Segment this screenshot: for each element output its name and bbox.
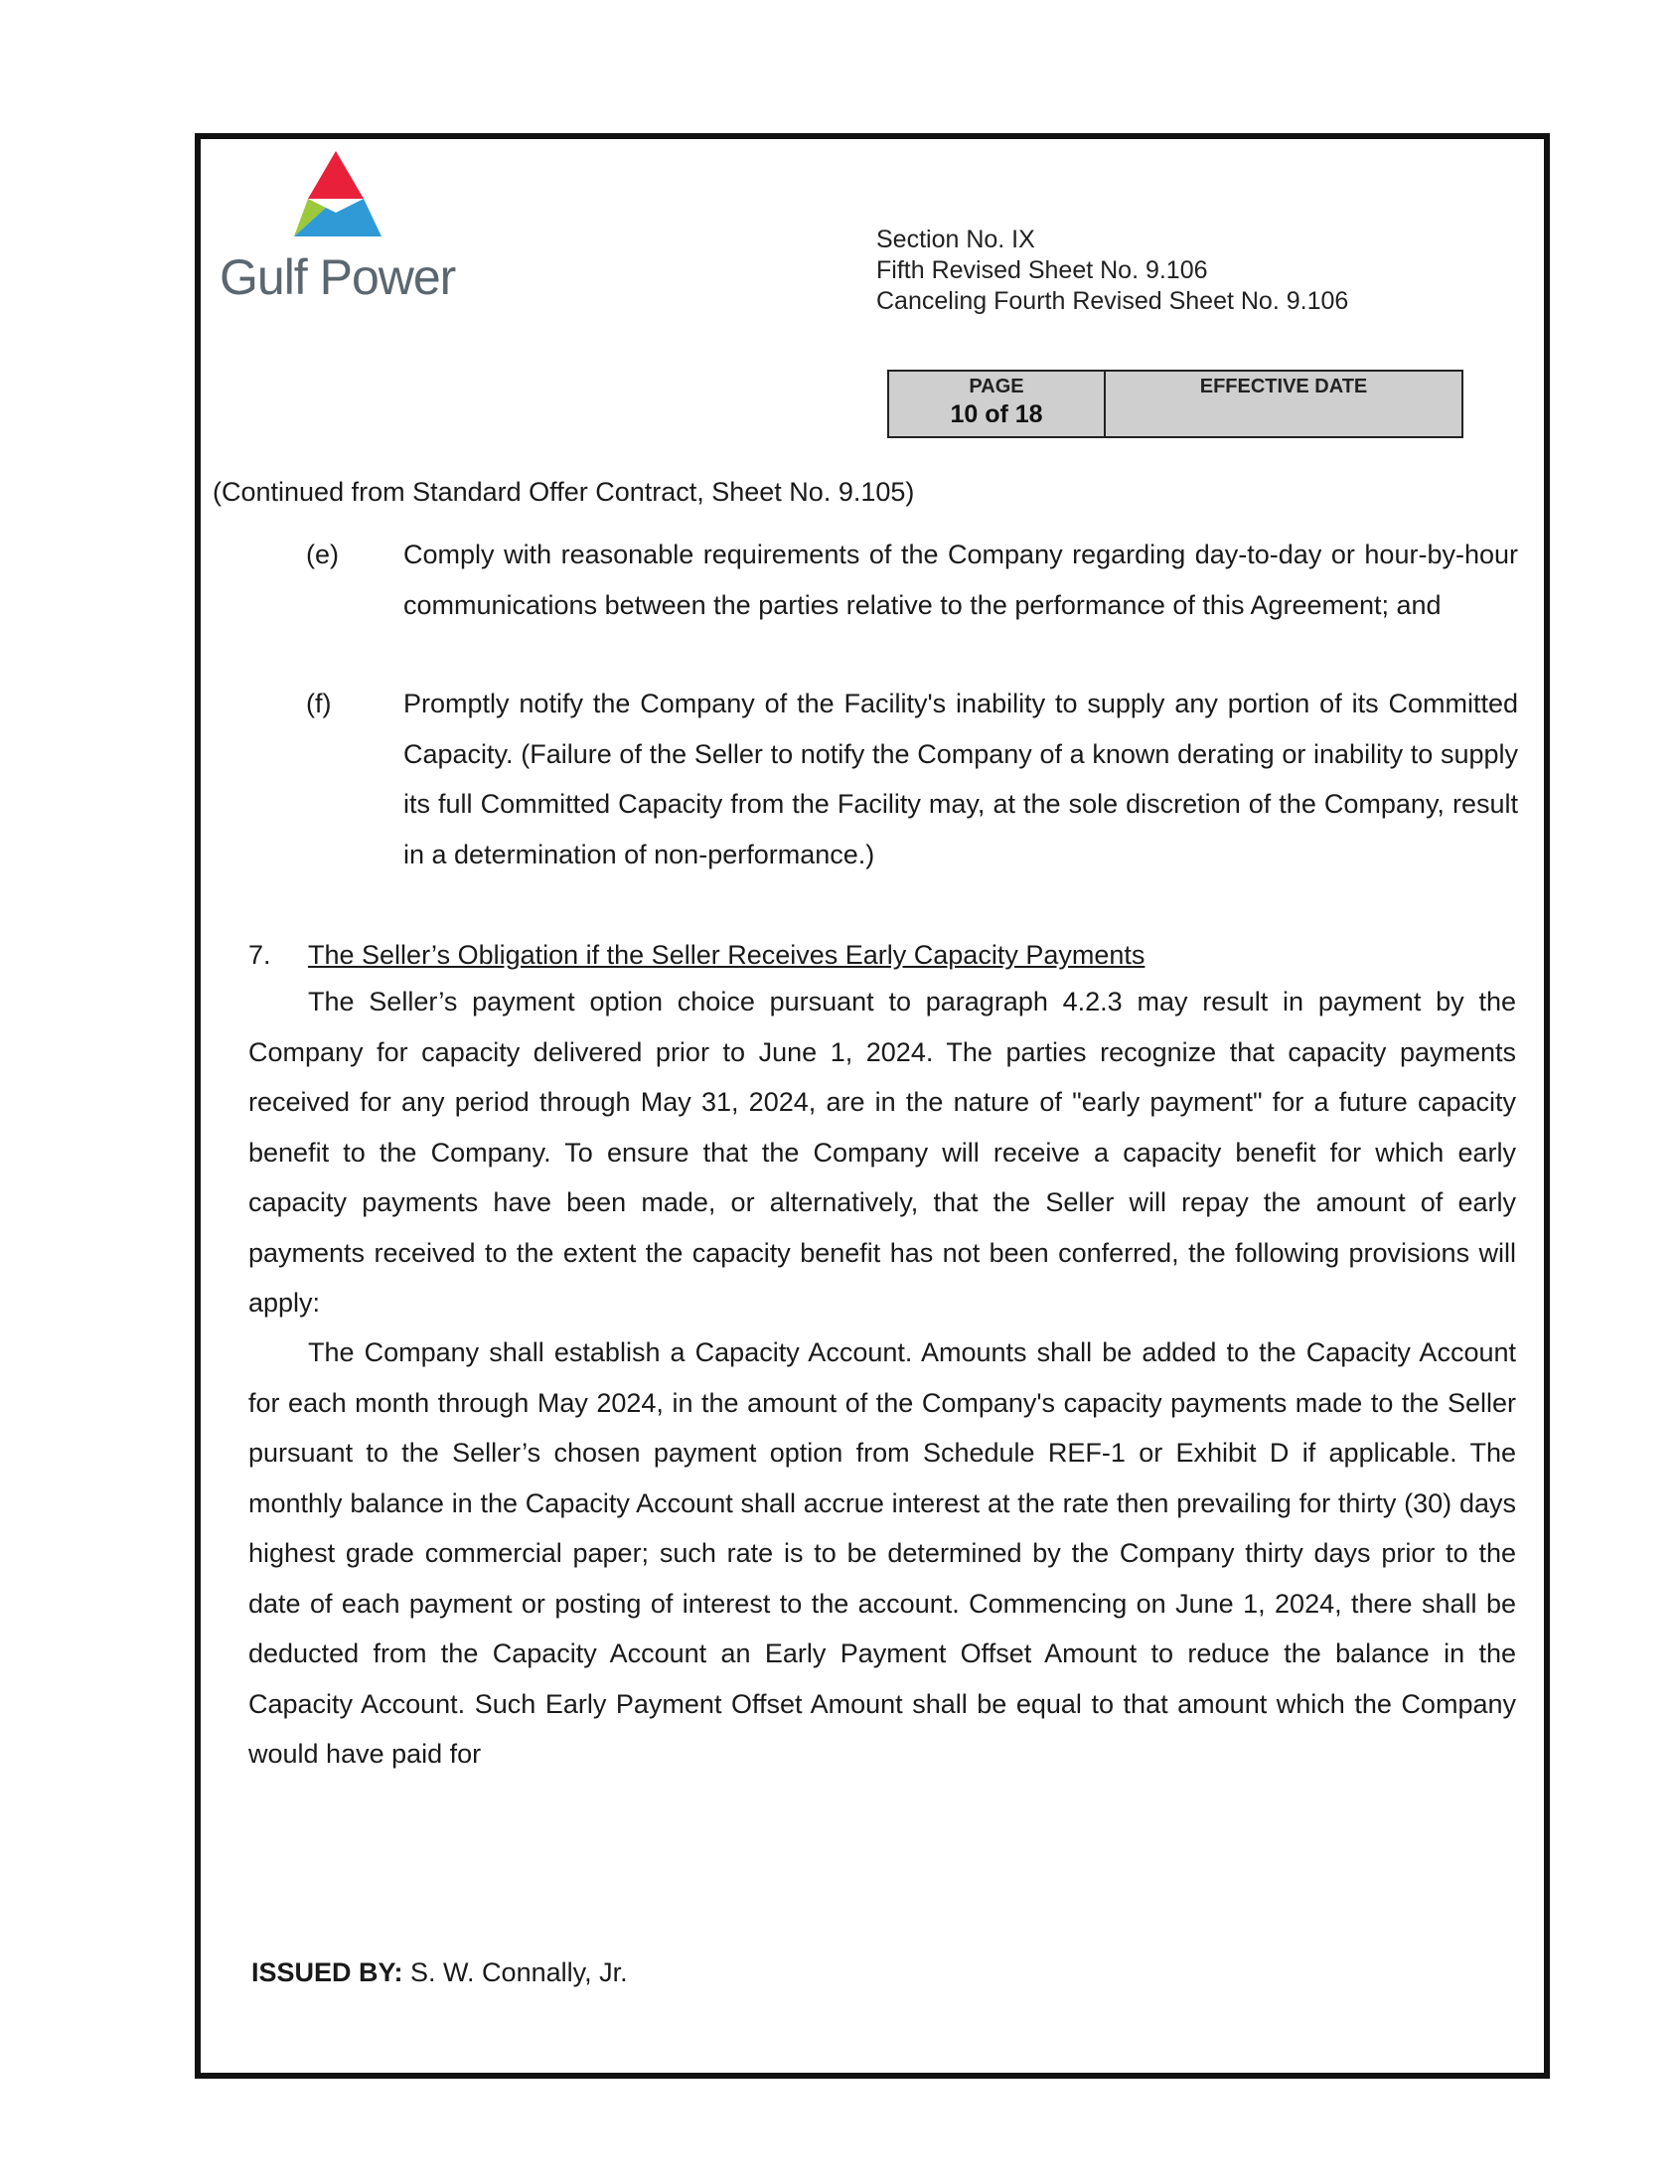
page-value: 10 of 18 (950, 400, 1043, 428)
gulf-power-logo (217, 151, 465, 310)
page-label: PAGE (969, 376, 1024, 397)
body-paragraph: The Seller’s payment option choice pursuant to paragraph 4.2.3 may result in payment by the Company for capacity delivered prior to June 1, 2024. The parties recognize that capacity payments received for any period through May 31, 2024, are in the nature of "early payment" for a future capacity benefit to the Company. To ensure that the Company will receive a capacity benefit for which early capacity payments have been made, or alternatively, that the Seller will repay the amount of early payments received to the extent the capacity benefit has not been conferred, the following provisions will apply: (248, 987, 1516, 1318)
list-item-label: (f) (306, 689, 332, 718)
continued-note: (Continued from Standard Offer Contract, Sheet No. 9.105) (213, 477, 915, 507)
list-item (306, 679, 1518, 879)
triangle-logo-icon (286, 151, 385, 236)
body-paragraph: The Company shall establish a Capacity Account. Amounts shall be added to the Capacity Account for each month through May 2024, in the amount of the Company's capacity payments made to the Seller pursuant to the Seller’s chosen payment option from Schedule REF-1 or Exhibit D if applicable. The monthly balance in the Capacity Account shall accrue interest at the rate then prevailing for thirty (30) days highest grade commercial paper; such rate is to be determined by the Company thirty days prior to the date of each payment or posting of interest to the account. Commencing on June 1, 2024, there shall be deducted from the Capacity Account an Early Payment Offset Amount to reduce the balance in the Capacity Account. Such Early Payment Offset Amount shall be equal to that amount which the Company would have paid for (248, 1337, 1516, 1769)
effective-date-label: EFFECTIVE DATE (1199, 376, 1368, 397)
section-title: The Seller’s Obligation if the Seller Receives Early Capacity Payments (308, 940, 1145, 970)
logo-text: Gulf Power (220, 249, 456, 305)
sheet-info (876, 225, 1348, 317)
list-item-label: (e) (306, 540, 339, 569)
list-item-text: Promptly notify the Company of the Facility's inability to supply any portion of its Committed Capacity. (Failure of the Seller to notify the Company of a known derating or inability to supply its full Committed Capacity from the Facility may, at the sole discretion of the Company, result in a determination of non-performance.) (403, 689, 1518, 869)
list-item (306, 530, 1518, 630)
page-cell (889, 372, 1106, 436)
issued-by-name: S. W. Connally, Jr. (410, 1957, 628, 1987)
effective-date-cell (1106, 372, 1461, 436)
section-number: Section No. IX (876, 226, 1035, 253)
issued-by-label: ISSUED BY: (251, 1957, 403, 1987)
canceling-sheet: Canceling Fourth Revised Sheet No. 9.106 (876, 287, 1349, 315)
section-heading (248, 940, 1145, 971)
sheet-number: Fifth Revised Sheet No. 9.106 (876, 256, 1208, 284)
list-item-text: Comply with reasonable requirements of the Company regarding day-to-day or hour-by-hour communications between the parties relative to the performance of this Agreement; and (403, 540, 1518, 620)
section-number-label: 7. (248, 940, 271, 970)
issued-by (251, 1957, 628, 1988)
page-box (887, 370, 1463, 438)
